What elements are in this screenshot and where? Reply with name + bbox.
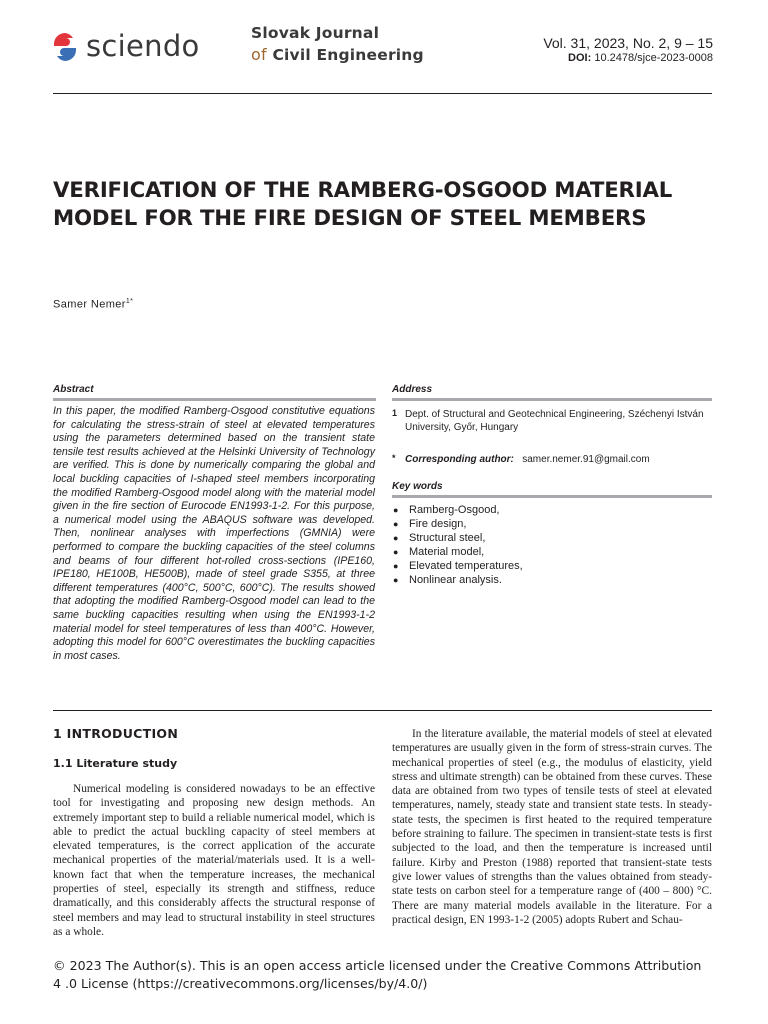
keywords-heading: Key words [392, 481, 443, 492]
abstract-heading: Abstract [53, 384, 94, 395]
corresponding-mark: * [392, 453, 396, 463]
journal-name-of: of [251, 45, 267, 64]
corresponding-author [405, 453, 715, 466]
keyword-item: ● Material model, [392, 545, 523, 559]
affiliation-number: 1 [392, 408, 398, 418]
affiliation-text: Dept. of Structural and Geotechnical Engineering, Széchenyi István University, Győr, Hungary [405, 409, 704, 433]
keyword-item: ● Ramberg-Osgood, [392, 503, 523, 517]
keyword-item: ● Nonlinear analysis. [392, 573, 523, 587]
section-heading-introduction: 1 INTRODUCTION [53, 726, 179, 741]
subsection-heading-literature-study: 1.1 Literature study [53, 757, 178, 770]
license-line2[interactable]: 4 .0 License (https://creativecommons.org/licenses/by/4.0/) [53, 976, 428, 991]
abstract-bar [53, 398, 376, 401]
author-affiliation-mark: 1* [125, 298, 134, 305]
corresponding-author-email[interactable]: samer.nemer.91@gmail.com [522, 454, 650, 465]
section-divider [53, 710, 712, 711]
abstract-text: In this paper, the modified Ramberg-Osgood constitutive equations for calculating the stress-strain of steel at elevated temperatures using the parameters determined based on the transient state tensile test results achieved at the Helsinki University of Technology are verified. This is done by numerically comparing the global and local buckling capacities of I-shaped steel members incorporating the modified Ramberg-Osgood model along with the material model given in the fire section of Eurocode EN1993-1-2. For this purpose, a numerical model using the ABAQUS software was developed. Then, nonlinear analyses with imperfections (GMNIA) were performed to compare the buckling capacities of the steel columns and beams of four different hot-rolled cross-sections (IPE160, IPE180, HE100B, HE500B), made of steel grade S355, at three different temperatures (400°C, 500°C, 600°C). The results showed that adopting the modified Ramberg-Osgood model can lead to the same buckling capacities resulting when using the EN1993-1-2 material model for steel temperatures of less than 400°C. However, adopting this model for 600°C overestimates the buckling capacities in most cases. [53, 405, 375, 662]
doi [568, 52, 713, 64]
body-paragraph: In the literature available, the material models of steel at elevated temperatures are usually given in the form of stress-strain curves. The mechanical properties of steel (e.g., the modulus of elasticity, yield stress and ultimate strength) can be obtained from these curves. These data are obtained from two types of tensile tests of steel at elevated temperatures, namely, steady state and transient state tests. In steady-state tests, the specimen is first heated to the required temperature before straining to failure. The specimen in transient-state tests is first subjected to the load, and then the temperature is increased until failure. Kirby and Preston (1988) reported that transient-state tests give lower values of strengths than the values obtained from steady-state tests on carbon steel for a temperature range of (400 – 800) °C. There are many material models available in the literature. For a practical design, EN 1993-1-2 (2005) adopts Rubert and Schau- [392, 728, 712, 926]
license-line1: © 2023 The Author(s). This is an open access article licensed under the Creative Commons Attribution [53, 958, 702, 973]
keyword-item: ● Structural steel, [392, 531, 523, 545]
article-title [53, 177, 713, 233]
journal-name-line1: Slovak Journal [251, 24, 380, 42]
address-heading: Address [392, 384, 433, 395]
author [53, 298, 133, 311]
body-column-left [53, 782, 375, 939]
keyword-item: ● Fire design, [392, 517, 523, 531]
author-name: Samer Nemer [53, 298, 126, 311]
keywords-bar [392, 495, 712, 498]
article-title-line1: VERIFICATION OF THE RAMBERG-OSGOOD MATERIAL [53, 178, 673, 203]
journal-name-line2: Civil Engineering [272, 46, 424, 64]
publisher-logo-text: sciendo [86, 29, 200, 63]
keywords-list [392, 503, 523, 587]
journal-name [251, 23, 424, 66]
header-divider [53, 93, 712, 94]
doi-label: DOI: [568, 52, 592, 64]
license-notice [53, 957, 713, 993]
body-column-right [392, 727, 712, 927]
page-header [0, 0, 768, 95]
corresponding-author-label: Corresponding author: [405, 454, 514, 465]
volume-info: Vol. 31, 2023, No. 2, 9 – 15 [543, 35, 713, 51]
article-title-line2: MODEL FOR THE FIRE DESIGN OF STEEL MEMBERS [53, 206, 647, 231]
sciendo-logo-icon [53, 32, 77, 62]
body-paragraph: Numerical modeling is considered nowadays to be an effective tool for investigating and proposing new design methods. An extremely important step to build a reliable numerical model, which is able to predict the actual buckling capacity of steel members at elevated temperatures, is the correct application of the accurate mechanical properties of the material/materials used. It is a well-known fact that when the temperature increases, the mechanical properties of steel, especially its strength and stiffness, reduce dramatically, and this considerably affects the structural response of steel members and may lead to structural instability in steel structures as a whole. [53, 783, 375, 938]
address-bar [392, 398, 712, 401]
doi-link[interactable]: 10.2478/sjce-2023-0008 [594, 52, 713, 64]
keyword-item: ● Elevated temperatures, [392, 559, 523, 573]
